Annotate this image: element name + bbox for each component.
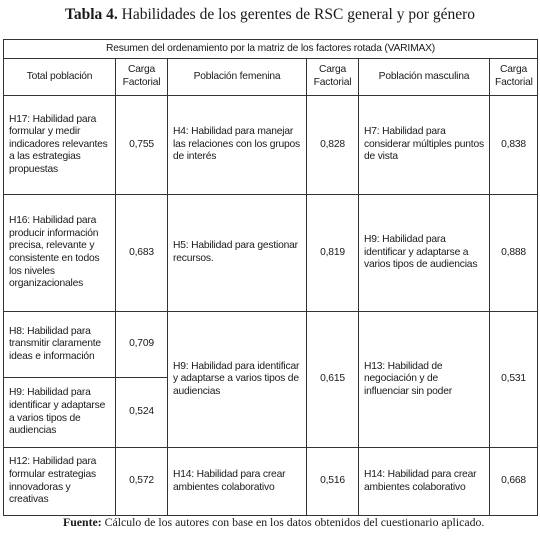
caption-label: Tabla 4. (64, 6, 118, 23)
total-skill-cell: H12: Habilidad para formular estrategias innovadoras y creativas (4, 448, 116, 516)
table-row (4, 96, 538, 195)
male-load-cell: 0,668 (490, 448, 538, 516)
male-skill-cell: H14: Habilidad para crear ambientes colaborativo (359, 448, 490, 516)
source-label: Fuente: (63, 515, 102, 529)
total-load-cell: 0,755 (116, 96, 168, 195)
female-load-cell: 0,516 (307, 448, 359, 516)
header-factor-load-male: Carga Factorial (490, 59, 538, 96)
summary-row (4, 40, 538, 59)
source-note (63, 514, 503, 531)
header-factor-load-total: Carga Factorial (116, 59, 168, 96)
total-skill-cell: H8: Habilidad para transmitir claramente ideas e información (4, 312, 116, 378)
header-male-population: Población masculina (359, 59, 490, 96)
header-row (4, 59, 538, 96)
header-factor-load-female: Carga Factorial (307, 59, 359, 96)
table-row (4, 448, 538, 516)
total-load-cell: 0,572 (116, 448, 168, 516)
total-skill-cell: H17: Habilidad para formular y medir indicadores relevantes a las estrategias propuestas (4, 96, 116, 195)
female-skill-cell: H9: Habilidad para identificar y adaptarse a varios tipos de audiencias (168, 312, 307, 448)
male-load-cell: 0,838 (490, 96, 538, 195)
male-skill-cell: H7: Habilidad para considerar múltiples puntos de vista (359, 96, 490, 195)
source-text: Cálculo de los autores con base en los datos obtenidos del cuestionario aplicado. (104, 515, 485, 529)
summary-heading: Resumen del ordenamiento por la matriz de los factores rotada (VARIMAX) (4, 40, 538, 59)
male-skill-cell: H9: Habilidad para identificar y adaptarse a varios tipos de audiencias (359, 195, 490, 312)
table-caption (0, 6, 540, 24)
total-load-cell: 0,683 (116, 195, 168, 312)
table-row (4, 195, 538, 312)
total-load-cell: 0,709 (116, 312, 168, 378)
female-skill-cell: H4: Habilidad para manejar las relaciones con los grupos de interés (168, 96, 307, 195)
header-female-population: Población femenina (168, 59, 307, 96)
table-row (4, 312, 538, 378)
header-total-population: Total población (4, 59, 116, 96)
male-load-cell: 0,888 (490, 195, 538, 312)
total-load-cell: 0,524 (116, 378, 168, 448)
male-skill-cell: H13: Habilidad de negociación y de influenciar sin poder (359, 312, 490, 448)
caption-title: Habilidades de los gerentes de RSC general y por género (121, 6, 476, 23)
female-load-cell: 0,615 (307, 312, 359, 448)
total-skill-cell: H9: Habilidad para identificar y adaptarse a varios tipos de audiencias (4, 378, 116, 448)
total-skill-cell: H16: Habilidad para producir información precisa, relevante y consistente en todos los niveles organizacionales (4, 195, 116, 312)
skills-table (3, 39, 538, 516)
female-skill-cell: H14: Habilidad para crear ambientes colaborativo (168, 448, 307, 516)
female-skill-cell: H5: Habilidad para gestionar recursos. (168, 195, 307, 312)
female-load-cell: 0,819 (307, 195, 359, 312)
female-load-cell: 0,828 (307, 96, 359, 195)
male-load-cell: 0,531 (490, 312, 538, 448)
